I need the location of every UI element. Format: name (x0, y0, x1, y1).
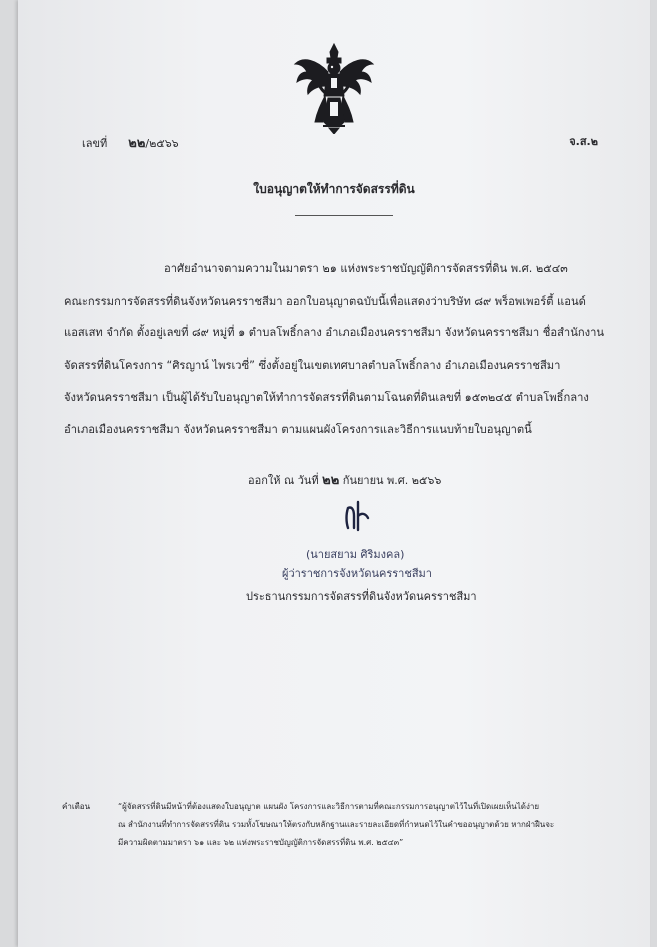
body-line-5: จังหวัดนครราชสีมา เป็นผู้ได้รับใบอนุญาตให้ทำการจัดสรรที่ดินตามโฉนดที่ดินเลขที่ ๑๕๓๒๔๕ ตำบลโพธิ์กลาง (64, 391, 589, 404)
warning-label: คำเตือน (62, 802, 91, 811)
body-line-2: คณะกรรมการจัดสรรที่ดินจังหวัดนครราชสีมา ออกใบอนุญาตฉบับนี้เพื่อแสดงว่าบริษัท ๘๙ พร็อพเพอร์ตี้ แอนด์ (64, 295, 586, 308)
document-number-value: ๒๒ (128, 136, 146, 151)
document-number (82, 132, 179, 153)
document-page (18, 0, 650, 947)
issue-date-month-year: กันยายน พ.ศ. ๒๕๖๖ (342, 474, 442, 487)
body-line-1: อาศัยอำนาจตามความในมาตรา ๒๑ แห่งพระราชบัญญัติการจัดสรรที่ดิน พ.ศ. ๒๕๔๓ (164, 262, 568, 275)
body-line-6: อำเภอเมืองนครราชสีมา จังหวัดนครราชสีมา ตามแผนผังโครงการและวิธีการแนบท้ายใบอนุญาตนี้ (64, 423, 532, 436)
issue-date (248, 469, 441, 490)
document-number-label: เลขที่ (82, 137, 108, 150)
issue-date-day: ๒๒ (322, 473, 340, 488)
form-code: จ.ส.๒ (569, 135, 598, 148)
garuda-emblem-icon (293, 42, 375, 134)
body-line-4: จัดสรรที่ดินโครงการ “ศิรญาน์ ไพรเวซี่” ซึ่งตั้งอยู่ในเขตเทศบาลตำบลโพธิ์กลาง อำเภอเมืองนครราชสีมา (64, 359, 561, 372)
signature-mark (344, 498, 372, 532)
warning-line-2: ณ สำนักงานที่ทำการจัดสรรที่ดิน รวมทั้งโฆษณาให้ตรงกับหลักฐานและรายละเอียดที่กำหนดไว้ในคำขออนุญาตด้วย หากฝ่าฝืนจะ (118, 820, 555, 829)
title-underline (295, 215, 393, 216)
issue-date-prefix: ออกให้ ณ วันที่ (248, 474, 319, 487)
body-line-3: แอสเสท จำกัด ตั้งอยู่เลขที่ ๘๙ หมู่ที่ ๑ ตำบลโพธิ์กลาง อำเภอเมืองนครราชสีมา จังหวัดนครราชสีมา ชื่อสำนักงาน (64, 326, 605, 339)
warning-line-3: มีความผิดตามมาตรา ๖๑ และ ๖๒ แห่งพระราชบัญญัติการจัดสรรที่ดิน พ.ศ. ๒๕๔๓” (118, 838, 404, 847)
signer-chair-title: ประธานกรรมการจัดสรรที่ดินจังหวัดนครราชสีมา (246, 590, 477, 603)
document-number-suffix: /๒๕๖๖ (145, 137, 179, 150)
signer-name: (นายสยาม ศิริมงคล) (306, 548, 405, 561)
signer-position: ผู้ว่าราชการจังหวัดนครราชสีมา (282, 567, 432, 580)
document-title: ใบอนุญาตให้ทำการจัดสรรที่ดิน (253, 182, 415, 196)
warning-line-1: “ผู้จัดสรรที่ดินมีหน้าที่ต้องแสดงใบอนุญาต แผนผัง โครงการและวิธีการตามที่คณะกรรมการอนุญาตไว้ในที่เปิดเผยเห็นได้ง่าย (118, 802, 540, 811)
